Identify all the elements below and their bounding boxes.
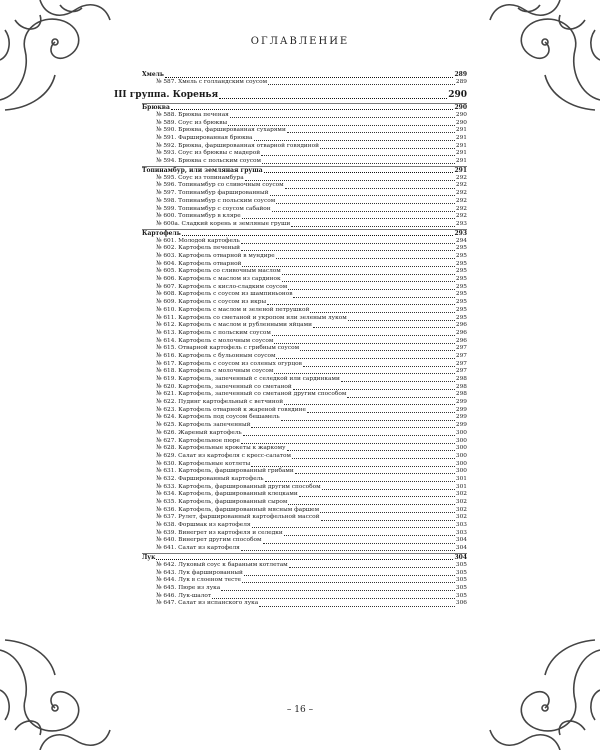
toc-section-heading[interactable] [144,230,467,238]
dot-leader [171,109,454,110]
toc-entry-title: № 643. Лук фаршированный [156,569,243,576]
toc-entry-title: № 640. Винегрет другим способом [156,537,262,544]
toc-section-heading[interactable] [144,71,467,79]
page-number: – 16 – [286,705,314,715]
toc-entry-page: 304 [455,537,467,544]
toc-entry-page: 303 [455,529,467,536]
toc-entry-title: № 595. Соус из топинамбура [156,174,244,181]
toc-entry-page: 297 [455,352,467,359]
toc-entry-title: № 590. Брюква, фаршированная сухарями [156,127,286,134]
toc-entry-title: № 605. Картофель со сливочным маслом [156,268,281,275]
toc-entry-title: № 635. Картофель, фаршированный сыром [156,499,288,506]
toc-entry-page: 295 [455,260,467,267]
toc-entry-title: № 616. Картофель с бульонным соусом [156,352,276,359]
toc-entry-page: 291 [455,142,467,149]
toc-entry[interactable] [144,345,467,353]
dot-leader [270,195,455,196]
toc-entry-title: № 611. Картофель со сметаной и укропом или зеленым луком [156,314,347,321]
toc-entry-page: 290 [448,89,467,100]
toc-entry[interactable] [144,245,467,253]
toc-entry[interactable] [144,600,467,608]
toc-entry[interactable] [144,368,467,376]
dot-leader [221,590,455,591]
dot-leader [243,435,455,436]
dot-leader [303,366,455,367]
toc-entry-page: 289 [454,71,467,78]
toc-entry-title: № 591. Фаршированная брюква [156,134,253,141]
toc-entry-page: 291 [455,150,467,157]
dot-leader [291,226,455,227]
toc-entry[interactable] [144,353,467,361]
dot-leader [268,84,455,85]
toc-entry[interactable] [144,268,467,276]
toc-entry-title: № 637. Рулет, фаршированный картофельной массой [156,514,320,521]
toc-entry-page: 291 [454,166,467,174]
toc-entry[interactable] [144,135,467,143]
toc-entry-page: 302 [455,491,467,498]
dot-leader [272,335,455,336]
toc-entry-title: № 628. Картофельные крокеты к жаркому [156,445,286,452]
toc-entry-title: № 593. Соус из брюквы с мадерой [156,150,261,157]
toc-entry-title: Картофель [142,229,181,237]
toc-entry-title: № 627. Картофельное пюре [156,437,240,444]
toc-entry-page: 292 [455,213,467,220]
toc-entry-title: № 639. Винегрет из картофеля и селедки [156,529,283,536]
toc-entry[interactable] [144,585,467,593]
toc-entry-title: № 636. Картофель, фаршированный мясным фаршем [156,506,320,513]
toc-entry[interactable] [144,307,467,315]
toc-entry-page: 296 [455,329,467,336]
toc-entry-page: 298 [455,391,467,398]
toc-entry[interactable] [144,430,467,438]
dot-leader [281,420,455,421]
toc-section-heading[interactable] [144,104,467,112]
toc-entry-title: № 621. Картофель, запеченный со сметаной другим способом [156,391,347,398]
toc-entry[interactable] [144,190,467,198]
toc-entry-page: 300 [455,445,467,452]
toc-entry-page: 293 [454,229,467,237]
dot-leader [251,427,454,428]
toc-entry-page: 296 [455,322,467,329]
toc-entry-page: 290 [455,119,467,126]
dot-leader [276,258,455,259]
toc-entry[interactable] [144,213,467,221]
dot-leader [285,188,455,189]
toc-entry-page: 291 [455,134,467,141]
toc-entry-page: 291 [455,157,467,164]
toc-entry-title: Лук [142,553,156,561]
toc-entry-title: № 644. Лук в слоеном тесте [156,577,241,584]
toc-entry-page: 290 [454,103,467,111]
toc-entry[interactable] [144,150,467,158]
dot-leader [251,466,455,467]
dot-leader [156,559,453,560]
toc-entry-page: 300 [455,429,467,436]
toc-entry-page: 292 [455,190,467,197]
dot-leader [282,274,455,275]
toc-entry-title: № 589. Соус из брюквы [156,119,228,126]
toc-entry[interactable] [144,577,467,585]
dot-leader [341,381,455,382]
toc-entry-page: 300 [455,452,467,459]
toc-entry-page: 304 [455,545,467,552]
dot-leader [282,281,455,282]
toc-entry[interactable] [144,468,467,476]
toc-entry-title: № 598. Топинамбур с польским соусом [156,197,276,204]
dot-leader [287,132,455,133]
toc-entry-page: 299 [455,422,467,429]
toc-entry-page: 304 [454,553,467,561]
dot-leader [241,443,455,444]
toc-entry-title: Топинамбур, или земляная груша [142,166,263,174]
dot-leader [347,397,455,398]
toc-entry-page: 305 [455,561,467,568]
toc-entry[interactable] [144,499,467,507]
toc-entry-page: 292 [455,182,467,189]
dot-leader [288,504,455,505]
toc-entry-page: 305 [455,585,467,592]
table-of-contents [114,71,467,608]
dot-leader [284,404,455,405]
toc-entry[interactable] [144,158,467,166]
page-title: ОГЛАВЛЕНИЕ [250,36,350,47]
toc-entry-title: № 615. Отварной картофель с грибным соусом [156,345,300,352]
toc-entry-page: 300 [455,460,467,467]
toc-entry-page: 295 [455,276,467,283]
toc-entry-title: № 624. Картофель под соусом бешамель [156,414,280,421]
dot-leader [241,243,455,244]
dot-leader [322,489,455,490]
toc-entry-title: № 614. Картофель с молочным соусом [156,337,274,344]
toc-entry-page: 302 [455,506,467,513]
toc-entry-page: 305 [455,577,467,584]
dot-leader [165,77,453,78]
toc-entry-page: 295 [455,299,467,306]
toc-entry[interactable] [144,445,467,453]
dot-leader [274,343,455,344]
ornament-bottom-left [0,630,120,750]
dot-leader [313,327,455,328]
toc-entry-page: 295 [455,291,467,298]
toc-section-heading[interactable] [144,554,467,562]
toc-entry-page: 297 [455,360,467,367]
toc-entry[interactable] [144,399,467,407]
dot-leader [242,218,455,219]
dot-leader [241,250,455,251]
toc-entry-title: № 625. Картофель запеченный [156,422,251,429]
toc-entry[interactable] [144,453,467,461]
toc-entry-page: 291 [455,127,467,134]
dot-leader [252,527,455,528]
dot-leader [219,98,447,99]
dot-leader [263,543,455,544]
toc-entry-title: № 606. Картофель с маслом из сардинок [156,276,281,283]
dot-leader [254,140,455,141]
toc-entry[interactable] [144,79,467,87]
toc-entry-page: 292 [455,174,467,181]
toc-entry-page: 297 [455,368,467,375]
toc-entry-page: 297 [455,345,467,352]
toc-entry-page: 290 [455,111,467,118]
toc-entry[interactable] [144,522,467,530]
toc-entry-title: № 620. Картофель, запеченный со сметаной [156,383,292,390]
toc-entry-title: № 638. Форшмак из картофеля [156,522,251,529]
dot-leader [230,117,455,118]
toc-group-heading[interactable] [114,87,467,103]
toc-entry[interactable] [144,198,467,206]
dot-leader [300,350,455,351]
toc-entry-page: 296 [455,337,467,344]
toc-entry-page: 295 [455,245,467,252]
toc-entry-title: № 646. Лук-шалот [156,592,212,599]
toc-entry[interactable] [144,253,467,261]
toc-entry[interactable] [144,322,467,330]
toc-entry-title: № 631. Картофель, фаршированный грибами [156,468,294,475]
toc-entry-title: № 617. Картофель с соусом из соленых огурцов [156,360,302,367]
toc-entry-title: № 610. Картофель с маслом и зеленой петрушкой [156,306,310,313]
toc-entry[interactable] [144,491,467,499]
dot-leader [274,373,455,374]
dot-leader [289,567,455,568]
dot-leader [295,473,455,474]
toc-entry[interactable] [144,221,467,229]
toc-entry-page: 299 [455,406,467,413]
toc-entry[interactable] [144,562,467,570]
toc-entry-title: Хмель [142,71,164,78]
toc-entry-page: 289 [455,79,467,86]
toc-entry-page: 303 [455,522,467,529]
toc-entry-page: 298 [455,383,467,390]
toc-entry-title: № 596. Топинамбур со сливочным соусом [156,182,284,189]
toc-entry-page: 300 [455,437,467,444]
dot-leader [244,575,455,576]
ornament-top-right [480,0,600,120]
dot-leader [276,203,455,204]
toc-entry-page: 295 [455,283,467,290]
toc-entry-page: 301 [455,475,467,482]
toc-entry-page: 299 [455,399,467,406]
dot-leader [212,598,455,599]
toc-entry[interactable] [144,330,467,338]
toc-entry-title: № 601. Молодой картофель [156,237,240,244]
toc-entry[interactable] [144,127,467,135]
toc-entry-title: № 642. Луковый соус к бараньим котлетам [156,561,288,568]
toc-entry[interactable] [144,112,467,120]
dot-leader [242,266,454,267]
toc-entry-page: 292 [455,205,467,212]
dot-leader [245,180,455,181]
toc-entry-title: № 626. Жареный картофель [156,429,242,436]
dot-leader [262,163,455,164]
toc-entry-page: 302 [455,499,467,506]
dot-leader [287,450,455,451]
toc-entry-title: № 629. Салат из картофеля с кресс-салатом [156,452,292,459]
dot-leader [259,606,455,607]
dot-leader [272,211,455,212]
toc-entry-title: № 647. Салат из испанского лука [156,600,259,607]
toc-entry-title: № 607. Картофель с кисло-сладким соусом [156,283,288,290]
toc-entry-title: № 622. Пудинг картофельный с ветчиной [156,399,284,406]
toc-entry-page: 293 [455,220,467,227]
toc-entry[interactable] [144,299,467,307]
toc-entry-title: № 633. Картофель, фаршированный другим способом [156,483,321,490]
toc-entry[interactable] [144,476,467,484]
toc-entry-title: № 613. Картофель с польским соусом [156,329,271,336]
dot-leader [242,582,455,583]
toc-entry-title: № 609. Картофель с соусом из икры [156,299,267,306]
toc-entry-title: № 641. Салат из картофеля [156,545,240,552]
toc-entry-page: 302 [455,514,467,521]
dot-leader [182,235,454,236]
toc-entry-title: № 608. Картофель с соусом из шампиньонов [156,291,293,298]
toc-entry-page: 295 [455,306,467,313]
toc-entry-page: 294 [455,237,467,244]
toc-entry-title: № 612. Картофель с маслом и рубленными яйцами [156,322,312,329]
toc-entry-title: № 632. Фаршированный картофель [156,475,264,482]
toc-entry-page: 300 [455,468,467,475]
dot-leader [310,312,455,313]
toc-entry-title: № 603. Картофель отварной в мундире [156,253,275,260]
toc-entry-page: 295 [455,314,467,321]
dot-leader [307,412,455,413]
dot-leader [293,297,454,298]
toc-entry-title: № 600. Топинамбур в кляре [156,213,241,220]
toc-entry-title: III группа. Коренья [114,89,219,100]
dot-leader [267,304,455,305]
ornament-top-left [0,0,120,120]
toc-entry-title: № 600а. Сладкий корень и земляные груши [156,220,291,227]
dot-leader [320,148,455,149]
dot-leader [276,358,454,359]
toc-entry-title: № 592. Брюква, фаршированная отварной говядиной [156,142,319,149]
dot-leader [284,535,455,536]
toc-entry-title: № 597. Топинамбур фаршированный [156,190,269,197]
toc-entry[interactable] [144,422,467,430]
toc-entry-page: 301 [455,483,467,490]
toc-section-heading[interactable] [144,167,467,175]
toc-entry-page: 305 [455,592,467,599]
toc-entry[interactable] [144,182,467,190]
toc-entry-title: № 599. Топинамбур с соусом сабайон [156,205,271,212]
toc-entry-title: № 618. Картофель с молочным соусом [156,368,274,375]
dot-leader [288,289,455,290]
toc-entry-page: 299 [455,414,467,421]
dot-leader [265,481,455,482]
toc-entry[interactable] [144,376,467,384]
dot-leader [261,155,455,156]
toc-entry[interactable] [144,514,467,522]
toc-entry-title: № 630. Картофельные котлеты [156,460,251,467]
toc-entry-title: № 619. Картофель, запеченный с селедкой или сардинками [156,376,340,383]
toc-entry-title: № 594. Брюква с польским соусом [156,157,262,164]
dot-leader [292,458,455,459]
toc-entry[interactable] [144,276,467,284]
toc-entry[interactable] [144,391,467,399]
toc-entry-title: № 623. Картофель отварной к жареной говядине [156,406,306,413]
ornament-bottom-right [480,630,600,750]
toc-entry-page: 305 [455,569,467,576]
dot-leader [293,389,455,390]
dot-leader [348,320,455,321]
toc-entry-title: Брюква [142,103,170,111]
dot-leader [299,496,455,497]
toc-entry-page: 295 [455,268,467,275]
toc-entry-page: 292 [455,197,467,204]
toc-entry[interactable] [144,545,467,553]
dot-leader [264,172,454,173]
dot-leader [228,125,455,126]
toc-entry-title: № 602. Картофель печеный [156,245,240,252]
toc-entry-title: № 604. Картофель отварной [156,260,242,267]
dot-leader [241,550,455,551]
toc-entry-title: № 634. Картофель, фаршированный клецками [156,491,298,498]
toc-entry-title: № 588. Брюква печеная [156,111,229,118]
toc-entry-title: № 645. Пюре из лука [156,585,221,592]
toc-entry-page: 306 [455,600,467,607]
toc-entry-page: 298 [455,376,467,383]
dot-leader [320,512,455,513]
dot-leader [321,520,455,521]
toc-entry-title: № 587. Хмель с голландским соусом [156,79,268,86]
toc-entry-page: 295 [455,253,467,260]
